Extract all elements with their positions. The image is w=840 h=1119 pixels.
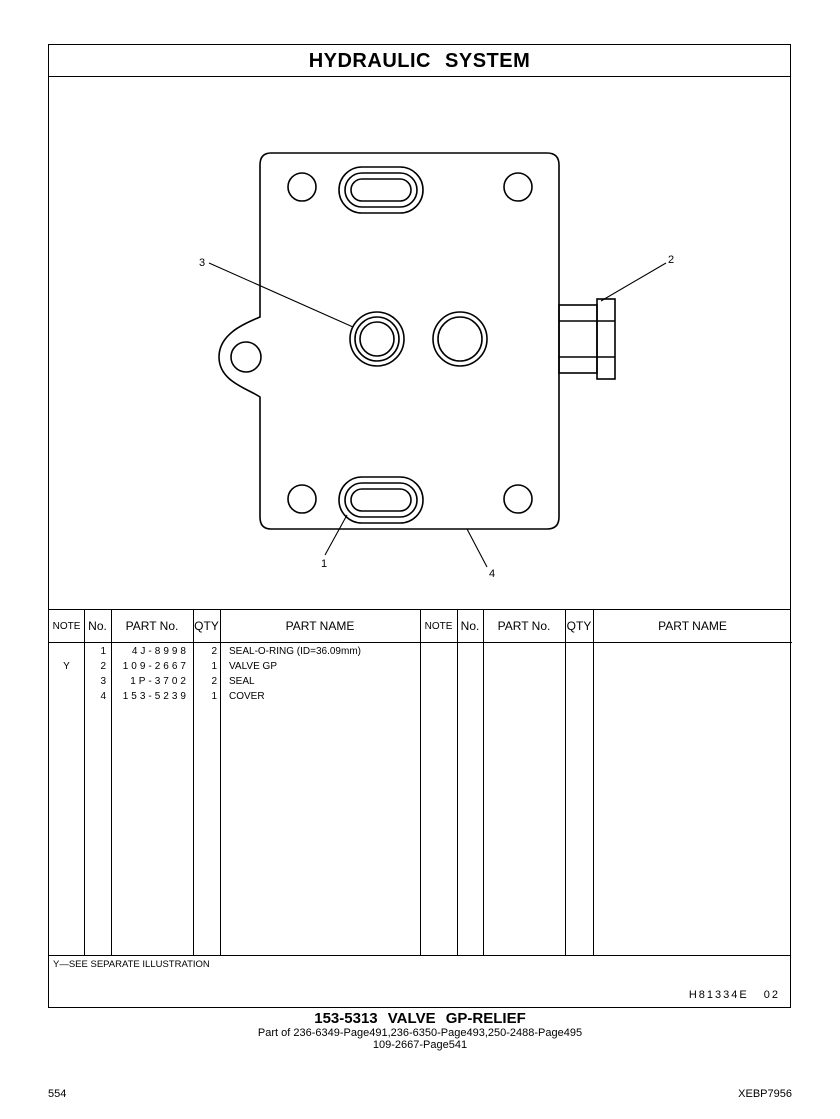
row-qty: 1 [211,661,217,672]
ear-hole [231,342,261,372]
row-no: 3 [100,676,106,687]
header-part-no: PART No. [111,610,193,643]
parts-table [49,609,790,955]
row-note: Y [63,661,70,672]
top-slot-port [351,179,411,201]
reference-line: 109-2667-Page541 [372,1039,468,1051]
header-part-name: PART NAME [220,610,420,643]
bolt-hole-bottom-left [288,485,316,513]
valve-body [559,305,597,373]
bottom-slot-port [351,489,411,511]
header-no-right: No. [457,610,483,643]
table-bottom-rule [49,955,790,956]
group-references [0,1027,840,1051]
row-no: 1 [100,646,106,657]
row-part-no: 4J-8998 [131,646,189,657]
row-part-no: 109-2667 [122,661,189,672]
callout-3: 3 [199,257,206,269]
cover-plate-outline [219,153,559,529]
row-no: 4 [100,691,106,702]
relief-valve-drawing [49,77,792,609]
row-qty: 2 [211,676,217,687]
row-part-name: SEAL [229,676,255,687]
row-part-name: SEAL-O-RING (ID=36.09mm) [229,646,361,657]
seal-port-inner [360,322,394,356]
group-caption: 153-5313 VALVE GP-RELIEF [314,1010,526,1027]
header-qty-right: QTY [565,610,593,643]
document-code: XEBP7956 [738,1088,792,1100]
column-divider [565,610,566,955]
part-illustration [49,77,790,609]
row-no: 2 [100,661,106,672]
column-divider [420,610,421,955]
header-part-no-right: PART No. [483,610,565,643]
right-port-inner [438,317,482,361]
callout-2: 2 [668,254,675,266]
footnote: Y—SEE SEPARATE ILLUSTRATION [53,959,210,970]
seal-port-outer [350,312,404,366]
bottom-oring-inner [345,483,417,517]
page-number: 554 [48,1088,67,1100]
callout-4: 4 [489,568,496,580]
header-qty: QTY [193,610,220,643]
bolt-hole-bottom-right [504,485,532,513]
leader-line-2 [601,263,666,301]
column-divider [483,610,484,955]
row-qty: 2 [211,646,217,657]
row-part-no: 153-5239 [122,691,189,702]
bolt-hole-top-left [288,173,316,201]
header-note: NOTE [49,610,84,643]
column-divider [593,610,594,955]
column-divider [220,610,221,955]
callout-1: 1 [321,558,328,570]
reference-line: Part of 236-6349-Page491,236-6350-Page493,250-2488-Page495 [257,1027,583,1039]
illustration-code: H81334E 02 [688,989,780,1001]
bolt-hole-top-right [504,173,532,201]
page-title: HYDRAULIC SYSTEM [49,45,790,77]
right-port-outer [433,312,487,366]
row-part-name: VALVE GP [229,661,277,672]
column-divider [457,610,458,955]
leader-line-3 [209,263,353,327]
parts-sheet-frame [48,44,791,1008]
header-note-right: NOTE [420,610,457,643]
leader-line-1 [325,515,347,555]
valve-hex-nut [597,299,615,379]
row-qty: 1 [211,691,217,702]
header-no: No. [84,610,111,643]
row-part-no: 1P-3702 [130,676,189,687]
top-oring-inner [345,173,417,207]
seal-port-mid [355,317,399,361]
leader-line-4 [467,529,487,567]
header-part-name-right: PART NAME [593,610,792,643]
row-part-name: COVER [229,691,265,702]
